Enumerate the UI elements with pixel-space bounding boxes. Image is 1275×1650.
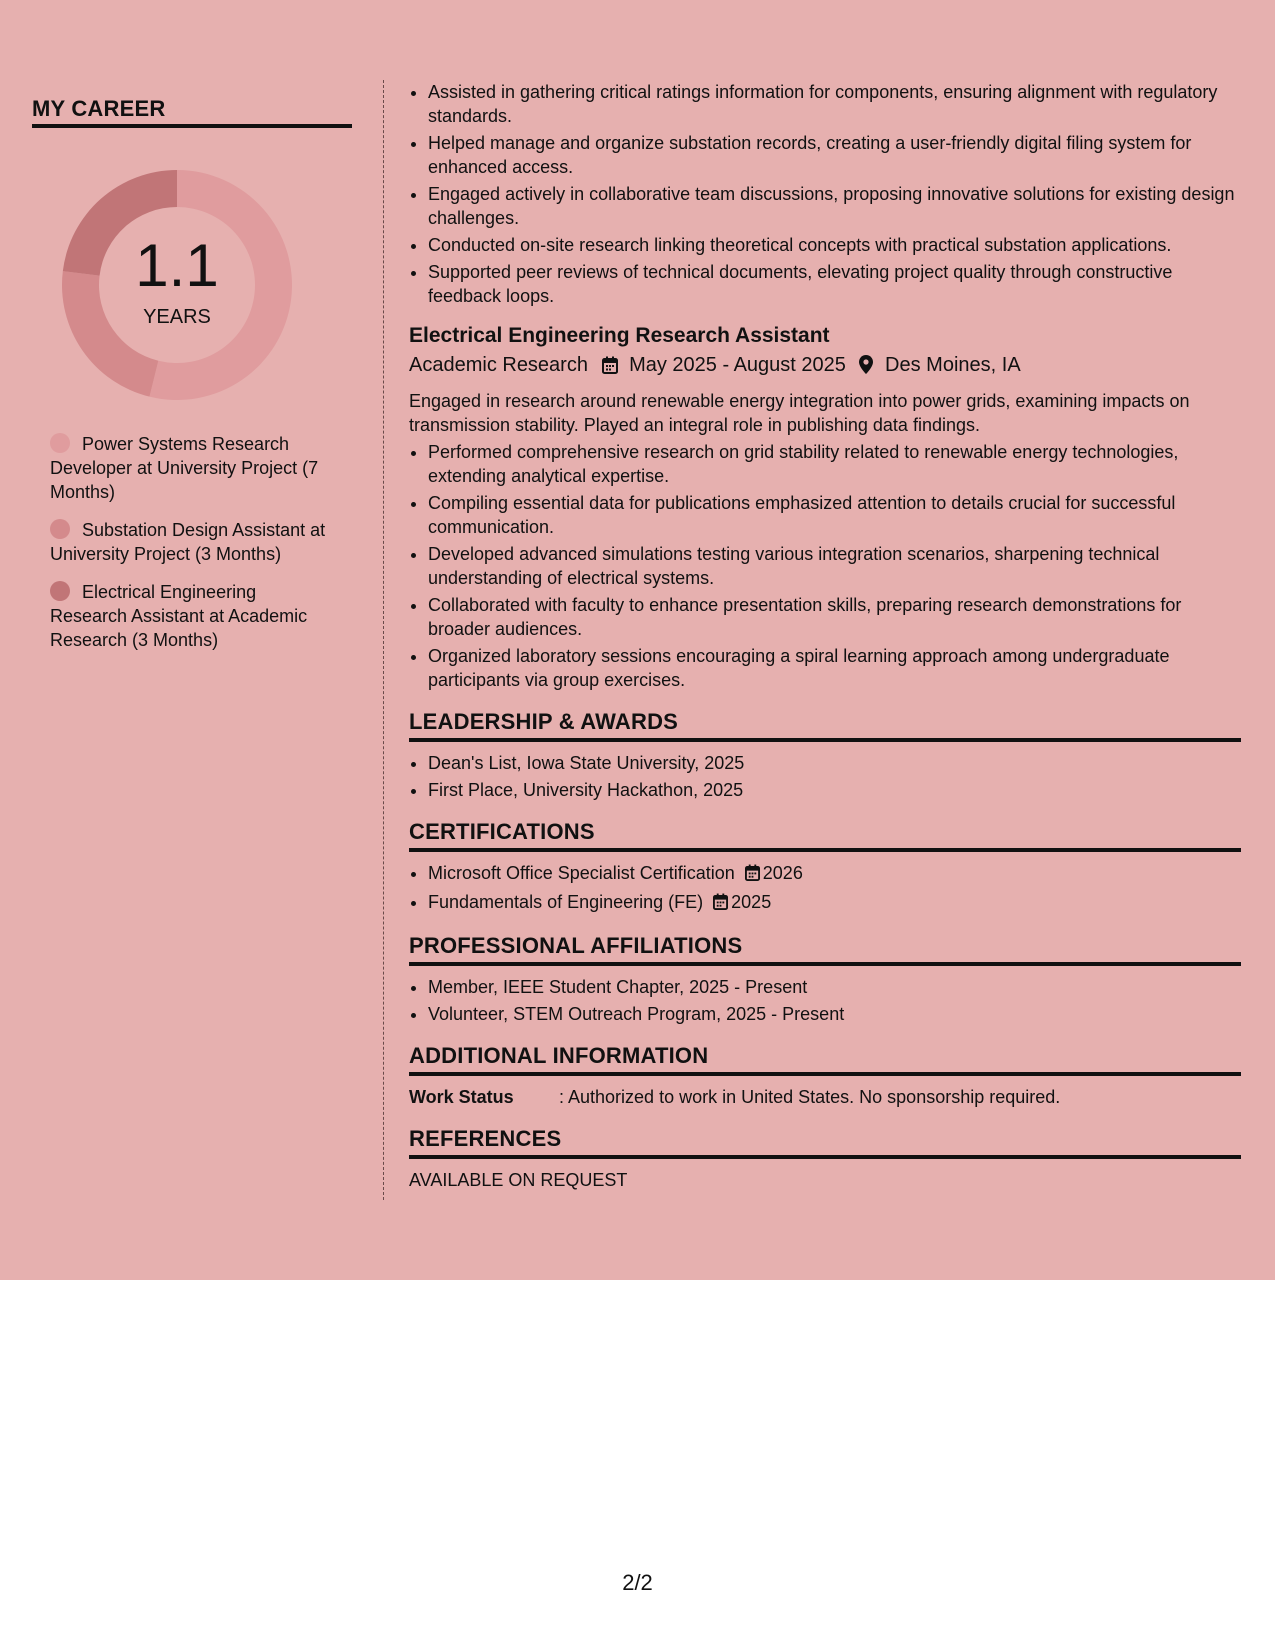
cert-year: 2025 <box>731 892 772 912</box>
job-title: Electrical Engineering Research Assistant <box>409 324 830 347</box>
work-status-row <box>409 1085 1241 1109</box>
list-item: • Assisted in gathering critical ratings information for components, ensuring alignment with regulatory standards. <box>428 80 1241 128</box>
work-status-label: Work Status <box>409 1087 514 1107</box>
career-legend <box>50 432 330 652</box>
previous-job-bullets <box>409 80 1241 308</box>
career-donut-chart <box>62 170 292 400</box>
job-dates: May 2025 - August 2025 <box>629 354 846 376</box>
legend-item <box>50 432 330 504</box>
certifications-heading: CERTIFICATIONS <box>409 820 1241 852</box>
legend-label: Substation Design Assistant at University Project (3 Months) <box>50 520 326 564</box>
leadership-heading: LEADERSHIP & AWARDS <box>409 710 1241 742</box>
list-item: • Member, IEEE Student Chapter, 2025 - Present <box>428 975 1241 999</box>
legend-dot-icon <box>50 519 70 539</box>
total-years-unit: YEARS <box>143 306 211 328</box>
job-company: Academic Research <box>409 354 588 376</box>
cert-name: Fundamentals of Engineering (FE) <box>428 892 704 912</box>
list-item: • Collaborated with faculty to enhance presentation skills, preparing research demonstrations for broader audiences. <box>428 593 1241 641</box>
list-item: • Volunteer, STEM Outreach Program, 2025 - Present <box>428 1002 1241 1026</box>
legend-item <box>50 580 330 652</box>
list-item: • Compiling essential data for publications emphasized attention to details crucial for successful communication. <box>428 491 1241 539</box>
affiliations-section <box>409 934 1241 1026</box>
career-heading: MY CAREER <box>32 96 352 128</box>
location-pin-icon <box>859 353 873 383</box>
cert-year: 2026 <box>762 863 803 883</box>
affiliations-list <box>409 975 1241 1026</box>
certifications-list <box>409 861 1241 916</box>
list-item: • Helped manage and organize substation records, creating a user-friendly digital filing system for enhanced access. <box>428 131 1241 179</box>
affiliations-heading: PROFESSIONAL AFFILIATIONS <box>409 934 1241 966</box>
list-item: • Supported peer reviews of technical documents, elevating project quality through constructive feedback loops. <box>428 260 1241 308</box>
page-number: 2/2 <box>622 1570 653 1595</box>
references-heading: REFERENCES <box>409 1127 1241 1159</box>
work-status-value: : Authorized to work in United States. No sponsorship required. <box>559 1087 1061 1107</box>
list-item: • Conducted on-site research linking theoretical concepts with practical substation applications. <box>428 233 1241 257</box>
list-item: • Organized laboratory sessions encouraging a spiral learning approach among undergraduate participants via group exercises. <box>428 644 1241 692</box>
main-column <box>409 80 1241 1192</box>
list-item: • Dean's List, Iowa State University, 2025 <box>428 751 1241 775</box>
references-text: AVAILABLE ON REQUEST <box>409 1170 628 1190</box>
calendar-icon <box>602 353 618 383</box>
legend-item <box>50 518 330 566</box>
leadership-section <box>409 710 1241 802</box>
calendar-icon <box>713 892 728 916</box>
cert-name: Microsoft Office Specialist Certification <box>428 863 735 883</box>
list-item: • Engaged actively in collaborative team discussions, proposing innovative solutions for existing design challenges. <box>428 182 1241 230</box>
legend-dot-icon <box>50 433 70 453</box>
list-item: • First Place, University Hackathon, 2025 <box>428 778 1241 802</box>
legend-label: Electrical Engineering Research Assistant at Academic Research (3 Months) <box>50 582 308 650</box>
additional-info-heading: ADDITIONAL INFORMATION <box>409 1044 1241 1076</box>
column-divider <box>383 80 384 1200</box>
list-item <box>428 861 1241 887</box>
certifications-section <box>409 820 1241 916</box>
job-meta <box>409 350 1241 383</box>
list-item: • Performed comprehensive research on grid stability related to renewable energy technologies, extending analytical expertise. <box>428 440 1241 488</box>
job-summary: Engaged in research around renewable energy integration into power grids, examining impacts on transmission stability. Played an integral role in publishing data findings. <box>409 391 1190 435</box>
list-item: • Developed advanced simulations testing various integration scenarios, sharpening technical understanding of electrical systems. <box>428 542 1241 590</box>
references-section <box>409 1127 1241 1192</box>
additional-info-section <box>409 1044 1241 1109</box>
leadership-list <box>409 751 1241 802</box>
career-column <box>32 96 352 666</box>
job-bullets <box>409 440 1241 692</box>
job-location: Des Moines, IA <box>885 354 1021 376</box>
legend-label: Power Systems Research Developer at University Project (7 Months) <box>50 434 319 502</box>
total-years-value: 1.1 <box>135 232 219 299</box>
calendar-icon <box>745 863 760 887</box>
list-item <box>428 890 1241 916</box>
legend-dot-icon <box>50 581 70 601</box>
